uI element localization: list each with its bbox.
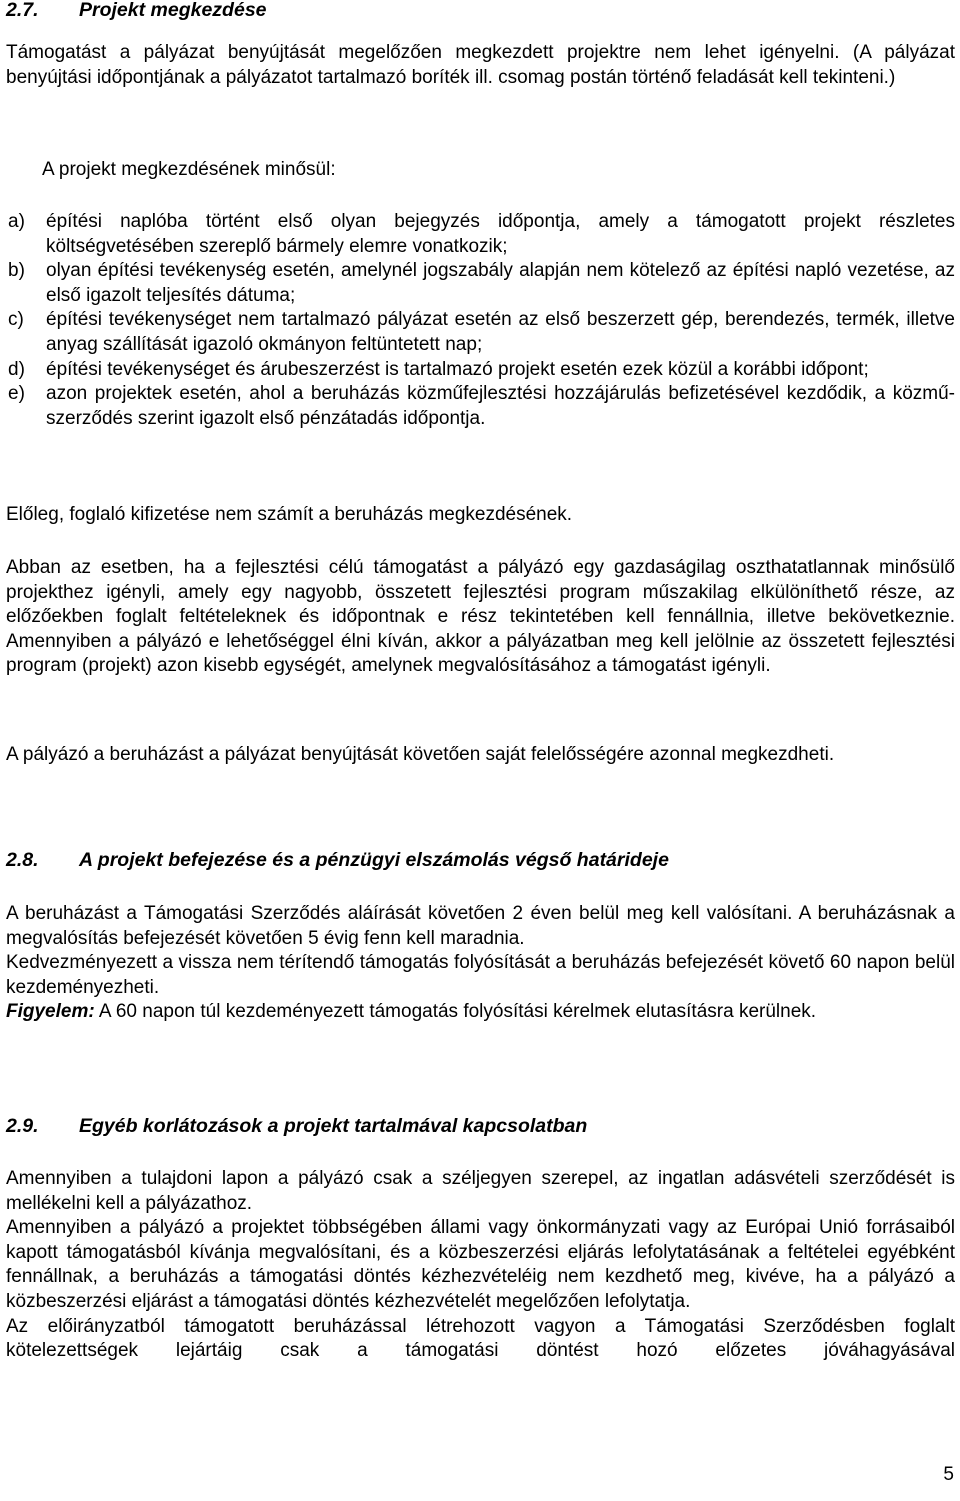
list-marker: a) [8, 211, 25, 232]
section-heading-2-8 [6, 848, 669, 872]
list-marker: b) [8, 260, 25, 282]
list-intro: A projekt megkezdésének minősül: [42, 159, 336, 180]
section-number: 2.8. [6, 849, 39, 871]
list-item [6, 382, 955, 431]
section-number: 2.7. [6, 0, 39, 21]
list-item-text: azon projektek esetén, ahol a beruházás közműfejlesztési hozzájárulás befizetésével kezdődik, a közmű-szerződés szerint igazolt első pénzátadás időpontja. [46, 383, 955, 429]
section-title: A projekt befejezése és a pénzügyi elszámolás végső határideje [79, 849, 669, 871]
list-item [6, 308, 955, 357]
list-item-text: építési tevékenységet nem tartalmazó pályázat esetén az első beszerzett gép, berendezés, termék, illetve anyag szállítását igazoló okmányon feltüntetett nap; [46, 309, 955, 355]
paragraph: Amennyiben a pályázó a projektet többségében állami vagy önkormányzati vagy az Európai Unió forrásaiból kapott támogatásból kívánja megvalósítani, és a közbeszerzési eljárás lefolytatásának a feltételei egyébként fennállnak, a beruházás a támogatási döntés kézhezvételéig nem kezdhető meg, kivéve, ha a pályázó a közbeszerzési eljárást a támogatási döntés kézhezvételét megelőzően lefolytatja. [6, 1217, 955, 1312]
paragraph: A beruházást a Támogatási Szerződés aláírását követően 2 éven belül meg kell valósítani. A beruházásnak a megvalósítás befejezését követően 5 évig fenn kell maradnia. [6, 903, 955, 949]
warning-label: Figyelem: [6, 1001, 95, 1023]
paragraph: Az előirányzatból támogatott beruházással létrehozott vagyon a Támogatási Szerződésben foglalt kötelezettségek lejártáig csak a támogatási döntést hozó előzetes jóváhagyásával [6, 1315, 955, 1362]
section-title: Projekt megkezdése [79, 0, 267, 21]
paragraph: Abban az esetben, ha a fejlesztési célú támogatást a pályázó egy gazdaságilag oszthatatlannak minősülő projekthez igényli, amely egy nagyobb, összetett fejlesztési program műszakilag elkülöníthető része, az előzőekben foglalt feltételeknek és időpontnak e rész tekintetében kell fennállnia, illetve bekövetkeznie. Amennyiben a pályázó e lehetőséggel élni kíván, akkor a pályázatban meg kell jelölnie az összetett fejlesztési program (projekt) azon kisebb egységét, amelynek megvalósításához a támogatást igényli. [6, 557, 955, 677]
warning-paragraph [6, 1000, 955, 1025]
list-item-text: olyan építési tevékenység esetén, amelynél jogszabály alapján nem kötelező az építési napló vezetése, az első igazolt teljesítés dátuma; [46, 260, 955, 306]
section-number: 2.9. [6, 1115, 39, 1137]
section-title: Egyéb korlátozások a projekt tartalmával kapcsolatban [79, 1115, 588, 1137]
list-item-text: építési tevékenységet és árubeszerzést is tartalmazó projekt esetén ezek közül a korábbi időpont; [46, 358, 869, 380]
warning-text: A 60 napon túl kezdeményezett támogatás folyósítási kérelmek elutasításra kerülnek. [94, 1001, 817, 1023]
list-item [6, 259, 955, 308]
list-marker: e) [8, 383, 25, 405]
paragraph: Támogatást a pályázat benyújtását megelőzően megkezdett projektre nem lehet igényelni. (A pályázat benyújtási időpontjának a pályázatot tartalmazó boríték ill. csomag postán történő feladását kell tekinteni.) [6, 42, 955, 88]
section-heading-2-7 [6, 0, 267, 22]
list-item-text: építési naplóba történt első olyan bejegyzés időpontja, amely a támogatott projekt részletes költségvetésében szereplő bármely elemre vonatkozik; [46, 211, 955, 257]
section-body-2-9 [6, 1167, 955, 1364]
paragraph: Előleg, foglaló kifizetése nem számít a beruházás megkezdésének. [6, 504, 573, 525]
list-marker: c) [8, 309, 24, 331]
list-marker: d) [8, 358, 25, 380]
criteria-list [6, 210, 955, 431]
page-number: 5 [943, 1464, 954, 1485]
paragraph: Kedvezményezett a vissza nem térítendő támogatás folyósítását a beruházás befejezését követő 60 napon belül kezdeményezheti. [6, 952, 955, 998]
section-heading-2-9 [6, 1114, 587, 1138]
list-item [6, 358, 955, 383]
paragraph: A pályázó a beruházást a pályázat benyújtását követően saját felelősségére azonnal megkezdheti. [6, 744, 835, 765]
list-item [6, 210, 955, 259]
paragraph: Amennyiben a tulajdoni lapon a pályázó csak a széljegyen szerepel, az ingatlan adásvételi szerződését is mellékelni kell a pályázathoz. [6, 1168, 955, 1214]
section-body-2-8 [6, 902, 955, 1025]
